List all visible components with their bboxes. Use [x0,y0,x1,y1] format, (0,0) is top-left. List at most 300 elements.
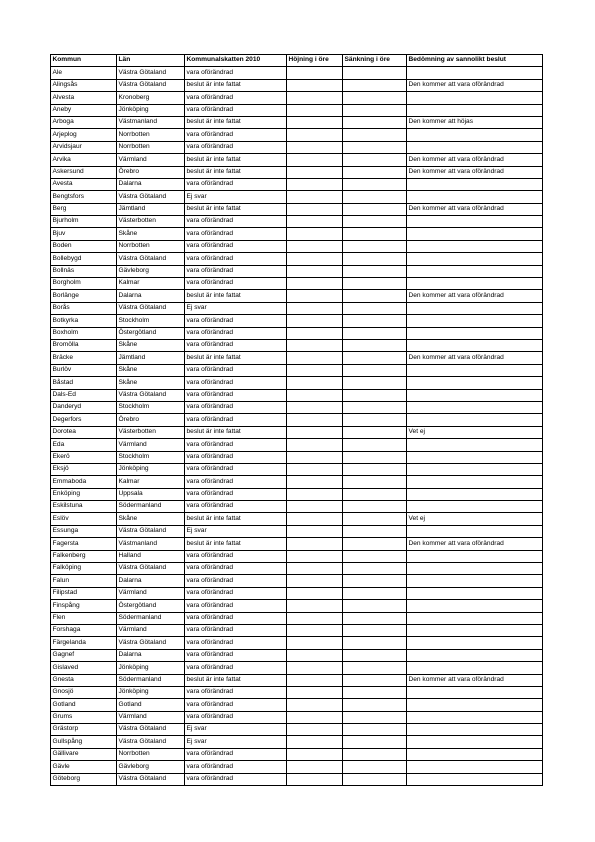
kommunalskatt-cell: Ej svar [185,191,287,203]
hojning-cell [287,761,343,773]
bedomning-cell [407,377,543,389]
kommun-cell: Dals-Ed [51,389,117,401]
sankning-cell [343,67,407,79]
table-row [51,637,543,649]
bedomning-cell: Den kommer att höjas [407,116,543,128]
bedomning-cell [407,129,543,141]
lan-cell: Västra Götaland [117,302,185,314]
table-row [51,686,543,698]
hojning-cell [287,773,343,785]
sankning-cell [343,401,407,413]
bedomning-cell [407,451,543,463]
kommun-cell: Alingsås [51,79,117,91]
sankning-cell [343,761,407,773]
kommunalskatt-cell: vara oförändrad [185,253,287,265]
kommunalskatt-cell: vara oförändrad [185,377,287,389]
kommun-cell: Danderyd [51,401,117,413]
table-row [51,67,543,79]
sankning-cell [343,513,407,525]
sankning-cell [343,166,407,178]
lan-cell: Västra Götaland [117,736,185,748]
table-row [51,773,543,785]
lan-cell: Jönköping [117,104,185,116]
table-row [51,178,543,190]
sankning-cell [343,476,407,488]
lan-cell: Uppsala [117,488,185,500]
bedomning-cell [407,265,543,277]
kommun-cell: Gotland [51,699,117,711]
lan-cell: Värmland [117,154,185,166]
kommun-cell: Borlänge [51,290,117,302]
lan-cell: Västerbotten [117,426,185,438]
hojning-cell [287,649,343,661]
sankning-cell [343,265,407,277]
lan-cell: Stockholm [117,315,185,327]
lan-cell: Västra Götaland [117,563,185,575]
bedomning-cell [407,228,543,240]
kommunalskatt-cell: vara oförändrad [185,649,287,661]
kommun-cell: Boden [51,240,117,252]
sankning-cell [343,116,407,128]
lan-cell: Jönköping [117,686,185,698]
bedomning-cell [407,278,543,290]
hojning-cell [287,290,343,302]
table-row [51,501,543,513]
kommun-cell: Gislaved [51,662,117,674]
table-row [51,191,543,203]
hojning-cell [287,129,343,141]
bedomning-cell: Den kommer att vara oförändrad [407,290,543,302]
hojning-cell [287,513,343,525]
header-kommun: Kommun [51,55,117,67]
table-row [51,141,543,153]
lan-cell: Örebro [117,166,185,178]
kommunalskatt-cell: vara oförändrad [185,711,287,723]
table-row [51,513,543,525]
table-row [51,290,543,302]
table-row [51,389,543,401]
table-row [51,674,543,686]
lan-cell: Dalarna [117,178,185,190]
lan-cell: Västmanland [117,116,185,128]
hojning-cell [287,191,343,203]
kommunalskatt-cell: vara oförändrad [185,364,287,376]
table-row [51,649,543,661]
hojning-cell [287,451,343,463]
kommun-cell: Askersund [51,166,117,178]
kommunalskatt-cell: vara oförändrad [185,488,287,500]
hojning-cell [287,674,343,686]
sankning-cell [343,339,407,351]
bedomning-cell [407,327,543,339]
kommun-cell: Flen [51,612,117,624]
bedomning-cell [407,600,543,612]
bedomning-cell [407,612,543,624]
hojning-cell [287,92,343,104]
table-row [51,488,543,500]
kommun-cell: Forshaga [51,624,117,636]
kommunalskatt-cell: vara oförändrad [185,637,287,649]
hojning-cell [287,302,343,314]
hojning-cell [287,426,343,438]
kommunalskatt-cell: vara oförändrad [185,67,287,79]
sankning-cell [343,488,407,500]
hojning-cell [287,538,343,550]
kommunalskatt-cell: vara oförändrad [185,141,287,153]
lan-cell: Dalarna [117,290,185,302]
sankning-cell [343,773,407,785]
table-row [51,154,543,166]
bedomning-cell [407,364,543,376]
header-sankning: Sänkning i öre [343,55,407,67]
table-row [51,748,543,760]
sankning-cell [343,686,407,698]
bedomning-cell [407,240,543,252]
kommun-cell: Falköping [51,563,117,575]
kommunalskatt-cell: vara oförändrad [185,662,287,674]
kommun-cell: Degerfors [51,414,117,426]
table-row [51,265,543,277]
sankning-cell [343,203,407,215]
sankning-cell [343,364,407,376]
bedomning-cell [407,563,543,575]
table-row [51,525,543,537]
sankning-cell [343,278,407,290]
lan-cell: Värmland [117,587,185,599]
hojning-cell [287,439,343,451]
sankning-cell [343,426,407,438]
bedomning-cell [407,439,543,451]
bedomning-cell [407,501,543,513]
hojning-cell [287,736,343,748]
hojning-cell [287,116,343,128]
table-row [51,612,543,624]
lan-cell: Östergötland [117,327,185,339]
bedomning-cell [407,686,543,698]
lan-cell: Stockholm [117,401,185,413]
kommun-cell: Alvesta [51,92,117,104]
kommunalskatt-cell: vara oförändrad [185,216,287,228]
sankning-cell [343,414,407,426]
kommunalskatt-cell: vara oförändrad [185,104,287,116]
header-hojning: Höjning i öre [287,55,343,67]
table-row [51,339,543,351]
sankning-cell [343,563,407,575]
hojning-cell [287,575,343,587]
hojning-cell [287,339,343,351]
kommunalskatt-cell: vara oförändrad [185,129,287,141]
lan-cell: Kronoberg [117,92,185,104]
kommunalskatt-cell: vara oförändrad [185,92,287,104]
table-row [51,116,543,128]
hojning-cell [287,563,343,575]
bedomning-cell [407,339,543,351]
kommun-cell: Eksjö [51,463,117,475]
hojning-cell [287,228,343,240]
table-row [51,550,543,562]
kommunalskatt-cell: vara oförändrad [185,327,287,339]
bedomning-cell [407,414,543,426]
kommunalskatt-cell: vara oförändrad [185,575,287,587]
kommun-cell: Båstad [51,377,117,389]
sankning-cell [343,104,407,116]
hojning-cell [287,154,343,166]
lan-cell: Västra Götaland [117,525,185,537]
table-row [51,761,543,773]
kommun-cell: Falkenberg [51,550,117,562]
hojning-cell [287,253,343,265]
kommun-cell: Grästorp [51,724,117,736]
bedomning-cell: Den kommer att vara oförändrad [407,166,543,178]
kommun-cell: Arvidsjaur [51,141,117,153]
kommunalskatt-cell: vara oförändrad [185,773,287,785]
kommunalskatt-cell: vara oförändrad [185,265,287,277]
kommun-cell: Färgelanda [51,637,117,649]
header-kommunalskatten: Kommunalskatten 2010 [185,55,287,67]
lan-cell: Västra Götaland [117,191,185,203]
table-row [51,600,543,612]
hojning-cell [287,315,343,327]
lan-cell: Dalarna [117,649,185,661]
sankning-cell [343,624,407,636]
bedomning-cell [407,389,543,401]
lan-cell: Västra Götaland [117,773,185,785]
bedomning-cell [407,550,543,562]
table-row [51,538,543,550]
lan-cell: Skåne [117,228,185,240]
lan-cell: Skåne [117,377,185,389]
hojning-cell [287,327,343,339]
bedomning-cell [407,724,543,736]
hojning-cell [287,488,343,500]
bedomning-cell [407,575,543,587]
table-row [51,228,543,240]
kommunalskatt-cell: beslut är inte fattat [185,203,287,215]
bedomning-cell [407,476,543,488]
kommunalskatt-cell: vara oförändrad [185,240,287,252]
hojning-cell [287,67,343,79]
kommunalskatt-cell: vara oförändrad [185,748,287,760]
header-lan: Län [117,55,185,67]
table-row [51,414,543,426]
bedomning-cell: Den kommer att vara oförändrad [407,154,543,166]
bedomning-cell [407,401,543,413]
kommunalskatt-cell: vara oförändrad [185,414,287,426]
lan-cell: Västra Götaland [117,253,185,265]
hojning-cell [287,414,343,426]
kommunalskatt-cell: Ej svar [185,724,287,736]
table-row [51,563,543,575]
kommun-cell: Falun [51,575,117,587]
lan-cell: Gotland [117,699,185,711]
sankning-cell [343,612,407,624]
kommun-cell: Fagersta [51,538,117,550]
lan-cell: Västra Götaland [117,389,185,401]
hojning-cell [287,476,343,488]
kommun-cell: Emmaboda [51,476,117,488]
table-row [51,401,543,413]
kommunalskatt-cell: vara oförändrad [185,463,287,475]
hojning-cell [287,686,343,698]
bedomning-cell [407,711,543,723]
lan-cell: Värmland [117,624,185,636]
kommun-cell: Bräcke [51,352,117,364]
lan-cell: Jämtland [117,352,185,364]
kommunalskatt-cell: vara oförändrad [185,624,287,636]
hojning-cell [287,166,343,178]
bedomning-cell [407,649,543,661]
hojning-cell [287,748,343,760]
sankning-cell [343,711,407,723]
sankning-cell [343,327,407,339]
bedomning-cell [407,699,543,711]
kommunalskatt-cell: vara oförändrad [185,501,287,513]
lan-cell: Stockholm [117,451,185,463]
kommun-cell: Essunga [51,525,117,537]
kommun-cell: Bengtsfors [51,191,117,203]
sankning-cell [343,191,407,203]
sankning-cell [343,587,407,599]
kommun-cell: Borgholm [51,278,117,290]
sankning-cell [343,92,407,104]
bedomning-cell [407,624,543,636]
sankning-cell [343,662,407,674]
sankning-cell [343,575,407,587]
table-row [51,364,543,376]
kommun-cell: Ekerö [51,451,117,463]
bedomning-cell [407,141,543,153]
bedomning-cell: Den kommer att vara oförändrad [407,352,543,364]
bedomning-cell: Den kommer att vara oförändrad [407,79,543,91]
hojning-cell [287,463,343,475]
lan-cell: Värmland [117,711,185,723]
sankning-cell [343,228,407,240]
kommunalskatt-cell: beslut är inte fattat [185,79,287,91]
kommunalskatt-cell: vara oförändrad [185,439,287,451]
bedomning-cell: Vet ej [407,426,543,438]
bedomning-cell: Den kommer att vara oförändrad [407,203,543,215]
table-row [51,240,543,252]
bedomning-cell: Vet ej [407,513,543,525]
kommun-cell: Boxholm [51,327,117,339]
kommunalskatt-cell: Ej svar [185,302,287,314]
hojning-cell [287,401,343,413]
sankning-cell [343,302,407,314]
lan-cell: Gävleborg [117,761,185,773]
hojning-cell [287,352,343,364]
table-row [51,315,543,327]
kommun-cell: Eda [51,439,117,451]
bedomning-cell [407,67,543,79]
bedomning-cell [407,253,543,265]
table-row [51,377,543,389]
kommun-cell: Avesta [51,178,117,190]
bedomning-cell [407,748,543,760]
sankning-cell [343,748,407,760]
table-row [51,587,543,599]
hojning-cell [287,364,343,376]
hojning-cell [287,178,343,190]
hojning-cell [287,662,343,674]
kommunalskatt-cell: beslut är inte fattat [185,352,287,364]
kommunalskatt-cell: vara oförändrad [185,228,287,240]
header-row [51,55,543,67]
lan-cell: Skåne [117,339,185,351]
sankning-cell [343,463,407,475]
lan-cell: Norrbotten [117,748,185,760]
lan-cell: Dalarna [117,575,185,587]
kommunalskatt-cell: beslut är inte fattat [185,290,287,302]
lan-cell: Kalmar [117,476,185,488]
sankning-cell [343,141,407,153]
hojning-cell [287,550,343,562]
kommunalskatt-cell: vara oförändrad [185,401,287,413]
table-row [51,166,543,178]
hojning-cell [287,265,343,277]
bedomning-cell [407,92,543,104]
kommun-cell: Aneby [51,104,117,116]
bedomning-cell [407,525,543,537]
sankning-cell [343,253,407,265]
hojning-cell [287,389,343,401]
lan-cell: Västra Götaland [117,637,185,649]
lan-cell: Östergötland [117,600,185,612]
kommunalskatt-cell: beslut är inte fattat [185,426,287,438]
bedomning-cell [407,587,543,599]
sankning-cell [343,79,407,91]
lan-cell: Halland [117,550,185,562]
bedomning-cell [407,178,543,190]
lan-cell: Västra Götaland [117,79,185,91]
hojning-cell [287,637,343,649]
bedomning-cell [407,488,543,500]
lan-cell: Västra Götaland [117,724,185,736]
kommun-cell: Eskilstuna [51,501,117,513]
sankning-cell [343,451,407,463]
kommunalskatt-cell: vara oförändrad [185,587,287,599]
lan-cell: Norrbotten [117,129,185,141]
header-bedomning: Bedömning av sannolikt beslut [407,55,543,67]
lan-cell: Värmland [117,439,185,451]
kommun-cell: Filipstad [51,587,117,599]
sankning-cell [343,525,407,537]
kommun-cell: Eslöv [51,513,117,525]
hojning-cell [287,377,343,389]
lan-cell: Jämtland [117,203,185,215]
sankning-cell [343,501,407,513]
sankning-cell [343,178,407,190]
bedomning-cell [407,191,543,203]
kommun-cell: Göteborg [51,773,117,785]
table-row [51,426,543,438]
kommun-cell: Dorotea [51,426,117,438]
kommun-cell: Bjurholm [51,216,117,228]
kommunalskatt-cell: vara oförändrad [185,699,287,711]
hojning-cell [287,501,343,513]
kommunalskatt-cell: vara oförändrad [185,278,287,290]
lan-cell: Västerbotten [117,216,185,228]
kommunalskatt-cell: Ej svar [185,525,287,537]
kommun-cell: Finspång [51,600,117,612]
hojning-cell [287,79,343,91]
lan-cell: Norrbotten [117,240,185,252]
bedomning-cell [407,216,543,228]
sankning-cell [343,674,407,686]
hojning-cell [287,240,343,252]
sankning-cell [343,240,407,252]
kommunalskatt-cell: beslut är inte fattat [185,166,287,178]
lan-cell: Södermanland [117,674,185,686]
